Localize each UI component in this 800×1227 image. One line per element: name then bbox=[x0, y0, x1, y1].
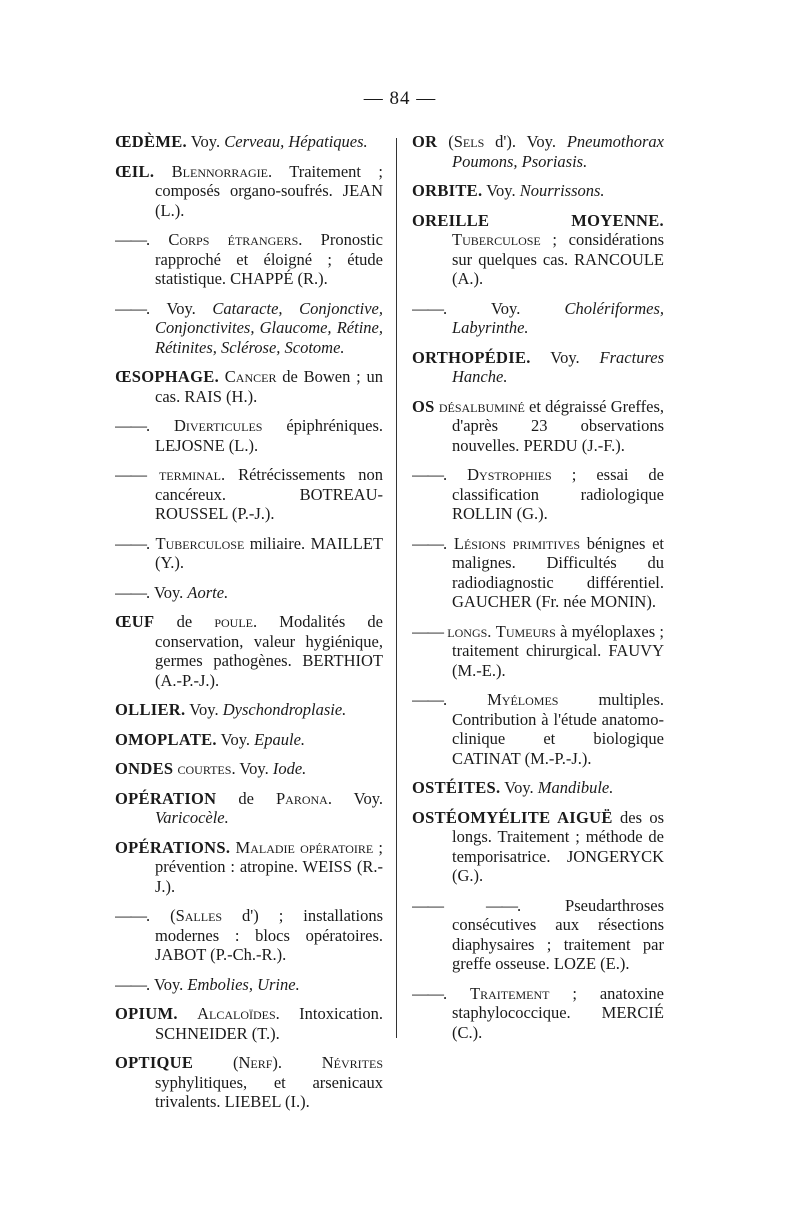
index-entry: ŒDÈME. Voy. Cerveau, Hépatiques. bbox=[115, 132, 368, 151]
index-entry: OR (Sels d'). Voy. Pneumothorax Poumons, Psoriasis. bbox=[412, 132, 664, 171]
index-entry: ŒIL. Blennorragie. Traitement ; composés organo-soufrés. JEAN (L.). bbox=[115, 161, 383, 220]
index-entry: ONDES courtes. Voy. Iode. bbox=[115, 759, 307, 778]
index-entry: OSTÉITES. Voy. Mandibule. bbox=[412, 778, 614, 797]
index-entry: —— longs. Tumeurs à myéloplaxes ; traitement chirurgical. FAUVY (M.-E.). bbox=[412, 621, 664, 680]
index-entry: OLLIER. Voy. Dyschondroplasie. bbox=[115, 700, 347, 719]
index-entry: OSTÉOMYÉLITE AIGUË des os longs. Traitement ; méthode de temporisatrice. JONGERYCK (G.). bbox=[412, 807, 664, 885]
page-number: — 84 — bbox=[363, 88, 437, 109]
index-entry: ——. Diverticules épiphréniques. LEJOSNE (L.). bbox=[115, 416, 383, 455]
index-entry: ——. Corps étrangers. Pronostic rapproché et éloigné ; étude statistique. CHAPPÉ (R.). bbox=[115, 230, 383, 288]
index-entry: OMOPLATE. Voy. Epaule. bbox=[115, 729, 306, 749]
index-entry: ——. Voy. Aorte. bbox=[115, 582, 229, 602]
index-entry: OPÉRATIONS. Maladie opératoire ; prévention : atropine. WEISS (R.-J.). bbox=[115, 837, 383, 896]
index-entry: ——. (Salles d') ; installations modernes : blocs opératoires. JABOT (P.-Ch.-R.). bbox=[115, 906, 383, 964]
index-entry: ——. Tuberculose miliaire. MAILLET (Y.). bbox=[115, 533, 383, 572]
index-entry: OREILLE MOYENNE. Tuberculose ; considérations sur quelques cas. RANCOULE (A.). bbox=[412, 210, 664, 288]
left-column bbox=[115, 132, 383, 1122]
index-entry: ORTHOPÉDIE. Voy. Fractures Hanche. bbox=[412, 347, 664, 386]
index-entry: ——. Lésions primitives bénignes et malignes. Difficultés du radiodiagnostic différentiel. GAUCHER (Fr. née MONIN). bbox=[412, 533, 664, 611]
index-entry: ——. Voy. Embolies, Urine. bbox=[115, 974, 300, 994]
index-entry: ——. Dystrophies ; essai de classification radiologique ROLLIN (G.). bbox=[412, 465, 664, 523]
index-entry: ORBITE. Voy. Nourrissons. bbox=[412, 181, 605, 200]
index-entry: ——. Voy. Cholériformes, Labyrinthe. bbox=[412, 298, 664, 337]
index-entry: OPTIQUE (Nerf). Névrites syphylitiques, et arsenicaux trivalents. LIEBEL (I.). bbox=[115, 1053, 383, 1111]
index-entry: OPIUM. Alcaloïdes. Intoxication. SCHNEIDER (T.). bbox=[115, 1004, 383, 1043]
index-entry: —— ——. Pseudarthroses consécutives aux résections diaphysaires ; traitement par greffe osseuse. LOZE (E.). bbox=[412, 895, 664, 973]
index-entry: OS désalbuminé et dégraissé Greffes, d'après 23 observations nouvelles. PERDU (J.-F.). bbox=[412, 396, 664, 455]
index-entry: ——. Traitement ; anatoxine staphylococcique. MERCIÉ (C.). bbox=[412, 983, 664, 1042]
index-entry: ŒSOPHAGE. Cancer de Bowen ; un cas. RAIS (H.). bbox=[115, 367, 383, 406]
right-column bbox=[412, 132, 664, 1052]
column-divider bbox=[396, 138, 397, 1038]
index-entry: ——. Myélomes multiples. Contribution à l'étude anatomo-clinique et biologique CATINAT (M.-P.-J.). bbox=[412, 690, 664, 768]
index-entry: OPÉRATION de Parona. Voy. Varicocèle. bbox=[115, 788, 383, 827]
index-entry: —— terminal. Rétrécissements non cancéreux. BOTREAU-ROUSSEL (P.-J.). bbox=[115, 465, 383, 523]
index-entry: ŒUF de poule. Modalités de conservation, valeur hygiénique, germes pathogènes. BERTHIOT (A.-P.-J.). bbox=[115, 612, 383, 690]
index-entry: ——. Voy. Cataracte, Conjonctive, Conjonctivites, Glaucome, Rétine, Rétinites, Sclérose, Scotome. bbox=[115, 298, 383, 357]
